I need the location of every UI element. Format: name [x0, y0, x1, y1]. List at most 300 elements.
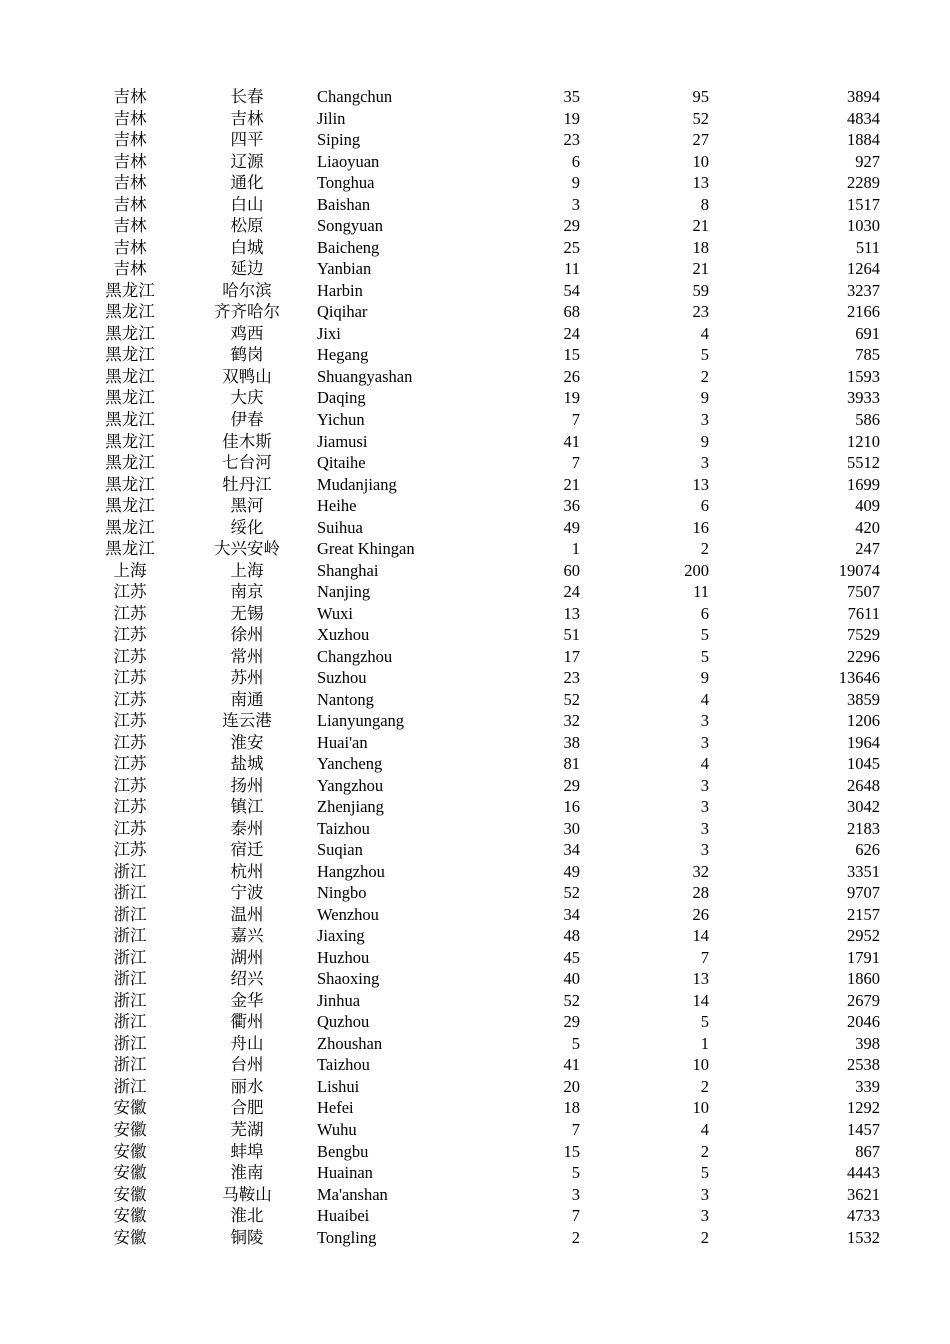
value2-cell: 2: [700, 1141, 709, 1161]
table-row: [0, 1054, 880, 1076]
value2-cell: 28: [692, 883, 709, 903]
city-cn-cell: 四平: [230, 130, 264, 150]
value3-cell: 1860: [847, 969, 880, 989]
value3-cell: 1292: [847, 1098, 880, 1118]
province-cell: 浙江: [113, 904, 147, 924]
value1-cell: 7: [571, 1206, 580, 1226]
table-row: [0, 667, 880, 689]
city-en-cell: Shanghai: [317, 560, 379, 580]
city-cn-cell: 芜湖: [230, 1120, 264, 1139]
city-cn-cell: 淮北: [230, 1206, 264, 1226]
province-cell: 江苏: [113, 818, 147, 838]
value2-cell: 9: [700, 388, 709, 408]
city-en-cell: Bengbu: [317, 1141, 369, 1161]
city-cn-cell: 徐州: [230, 625, 264, 645]
province-cell: 黑龙江: [105, 345, 155, 365]
city-cn-cell: 泰州: [230, 818, 264, 838]
province-cell: 浙江: [113, 1076, 147, 1096]
table-row: [0, 387, 880, 409]
table-row: [0, 559, 880, 581]
city-en-cell: Yancheng: [317, 754, 383, 774]
value2-cell: 200: [684, 560, 709, 580]
value1-cell: 15: [563, 1141, 580, 1161]
value2-cell: 32: [692, 861, 709, 881]
value3-cell: 3933: [847, 388, 880, 408]
city-cn-cell: 衢州: [230, 1012, 264, 1032]
value3-cell: 2289: [847, 173, 880, 193]
table-row: [0, 430, 880, 452]
city-en-cell: Siping: [317, 130, 361, 150]
city-cn-cell: 松原: [230, 216, 264, 236]
city-en-cell: Huai'an: [317, 732, 368, 752]
province-cell: 江苏: [113, 646, 147, 666]
city-en-cell: Suzhou: [317, 668, 367, 688]
table-row: [0, 1183, 880, 1205]
city-en-cell: Baishan: [317, 194, 371, 214]
table-row: [0, 904, 880, 926]
table-row: [0, 516, 880, 538]
value2-cell: 59: [692, 280, 709, 300]
value2-cell: 5: [700, 625, 709, 645]
city-en-cell: Quzhou: [317, 1012, 370, 1032]
city-en-cell: Jiaxing: [317, 926, 365, 946]
value2-cell: 2: [700, 539, 709, 559]
city-en-cell: Qitaihe: [317, 453, 366, 473]
city-cn-cell: 大庆: [230, 388, 264, 408]
city-en-cell: Suqian: [317, 840, 363, 860]
value2-cell: 4: [700, 1120, 709, 1139]
value1-cell: 9: [571, 173, 580, 193]
province-cell: 浙江: [113, 1055, 147, 1075]
value1-cell: 7: [571, 453, 580, 473]
value2-cell: 10: [692, 1055, 709, 1075]
table-row: [0, 753, 880, 775]
value3-cell: 1791: [847, 947, 880, 967]
province-cell: 安徽: [113, 1120, 147, 1139]
table-row: [0, 301, 880, 323]
value3-cell: 867: [855, 1141, 880, 1161]
city-en-cell: Wenzhou: [317, 904, 379, 924]
city-cn-cell: 丽水: [230, 1076, 264, 1096]
province-cell: 安徽: [113, 1227, 147, 1247]
city-cn-cell: 七台河: [222, 453, 272, 473]
value3-cell: 3237: [847, 280, 880, 300]
value1-cell: 36: [563, 496, 580, 516]
table-row: [0, 129, 880, 151]
value2-cell: 3: [700, 732, 709, 752]
city-en-cell: Yanbian: [317, 259, 372, 279]
table-row: [0, 344, 880, 366]
value3-cell: 1517: [847, 194, 880, 214]
value3-cell: 511: [855, 237, 880, 257]
value2-cell: 2: [700, 1076, 709, 1096]
value2-cell: 23: [692, 302, 709, 322]
value1-cell: 25: [563, 237, 580, 257]
province-cell: 吉林: [113, 194, 147, 214]
table-row: [0, 366, 880, 388]
city-cn-cell: 吉林: [230, 108, 264, 128]
province-cell: 吉林: [113, 216, 147, 236]
city-cn-cell: 镇江: [230, 797, 264, 817]
value2-cell: 1: [700, 1033, 709, 1053]
city-cn-cell: 伊春: [230, 409, 264, 429]
value1-cell: 26: [563, 366, 580, 386]
table-row: [0, 1140, 880, 1162]
province-cell: 黑龙江: [105, 453, 155, 473]
province-cell: 江苏: [113, 603, 147, 623]
province-cell: 江苏: [113, 689, 147, 709]
table-row: [0, 1205, 880, 1227]
city-cn-cell: 湖州: [230, 947, 264, 967]
table-row: [0, 172, 880, 194]
value3-cell: 586: [855, 409, 880, 429]
city-en-cell: Great Khingan: [317, 539, 415, 559]
value3-cell: 7529: [847, 625, 880, 645]
city-en-cell: Huainan: [317, 1163, 373, 1183]
city-cn-cell: 金华: [230, 990, 264, 1010]
value1-cell: 19: [563, 388, 580, 408]
value3-cell: 7611: [847, 603, 880, 623]
city-en-cell: Zhenjiang: [317, 797, 384, 817]
province-cell: 浙江: [113, 861, 147, 881]
value2-cell: 3: [700, 775, 709, 795]
province-cell: 江苏: [113, 732, 147, 752]
value2-cell: 4: [700, 754, 709, 774]
value1-cell: 24: [563, 582, 580, 602]
city-en-cell: Mudanjiang: [317, 474, 397, 494]
value3-cell: 1699: [847, 474, 880, 494]
value3-cell: 1884: [847, 130, 880, 150]
province-cell: 黑龙江: [105, 431, 155, 451]
value1-cell: 49: [563, 861, 580, 881]
province-cell: 浙江: [113, 926, 147, 946]
province-cell: 江苏: [113, 797, 147, 817]
province-cell: 江苏: [113, 754, 147, 774]
value1-cell: 52: [563, 883, 580, 903]
value2-cell: 3: [700, 1184, 709, 1204]
table-row: [0, 645, 880, 667]
city-en-cell: Nantong: [317, 689, 374, 709]
value1-cell: 48: [563, 926, 580, 946]
city-cn-cell: 鹤岗: [230, 345, 264, 365]
city-cn-cell: 温州: [230, 904, 264, 924]
value2-cell: 27: [692, 130, 709, 150]
value3-cell: 1264: [847, 259, 880, 279]
table-row: [0, 280, 880, 302]
city-en-cell: Hangzhou: [317, 861, 385, 881]
value1-cell: 1: [571, 539, 580, 559]
value2-cell: 10: [692, 1098, 709, 1118]
value2-cell: 11: [693, 582, 709, 602]
value1-cell: 2: [571, 1227, 580, 1247]
city-en-cell: Qiqihar: [317, 302, 368, 322]
province-cell: 浙江: [113, 947, 147, 967]
city-en-cell: Tongling: [317, 1227, 377, 1247]
city-en-cell: Ningbo: [317, 883, 367, 903]
city-en-cell: Tonghua: [317, 173, 375, 193]
value2-cell: 7: [700, 947, 709, 967]
value1-cell: 45: [563, 947, 580, 967]
city-en-cell: Taizhou: [317, 1055, 370, 1075]
value2-cell: 3: [700, 818, 709, 838]
province-cell: 黑龙江: [105, 496, 155, 516]
city-cn-cell: 双鸭山: [222, 366, 272, 386]
value1-cell: 5: [571, 1163, 580, 1183]
city-cn-cell: 白城: [230, 237, 264, 257]
province-cell: 黑龙江: [105, 409, 155, 429]
city-en-cell: Changzhou: [317, 646, 393, 666]
value1-cell: 54: [563, 280, 580, 300]
value1-cell: 23: [563, 130, 580, 150]
province-cell: 吉林: [113, 87, 147, 107]
city-cn-cell: 常州: [230, 646, 264, 666]
table-row: [0, 86, 880, 108]
value3-cell: 626: [855, 840, 880, 860]
city-cn-cell: 蚌埠: [230, 1141, 264, 1161]
table-row: [0, 882, 880, 904]
value3-cell: 4834: [847, 108, 880, 128]
value2-cell: 3: [700, 797, 709, 817]
value1-cell: 41: [563, 431, 580, 451]
table-row: [0, 538, 880, 560]
city-en-cell: Huaibei: [317, 1206, 370, 1226]
province-cell: 安徽: [113, 1141, 147, 1161]
province-cell: 黑龙江: [105, 474, 155, 494]
table-row: [0, 818, 880, 840]
city-cn-cell: 佳木斯: [222, 431, 272, 451]
province-cell: 江苏: [113, 711, 147, 731]
city-cn-cell: 绍兴: [230, 969, 264, 989]
city-cn-cell: 杭州: [230, 861, 264, 881]
value1-cell: 29: [563, 775, 580, 795]
value1-cell: 5: [571, 1033, 580, 1053]
province-cell: 黑龙江: [105, 539, 155, 559]
value3-cell: 927: [855, 151, 880, 171]
value1-cell: 23: [563, 668, 580, 688]
province-cell: 浙江: [113, 1033, 147, 1053]
province-cell: 江苏: [113, 840, 147, 860]
table-row: [0, 452, 880, 474]
table-row: [0, 581, 880, 603]
table-row: [0, 775, 880, 797]
city-cn-cell: 舟山: [230, 1033, 264, 1053]
table-row: [0, 947, 880, 969]
value2-cell: 52: [692, 108, 709, 128]
value3-cell: 1457: [847, 1120, 880, 1139]
city-en-cell: Jixi: [317, 323, 341, 343]
city-cn-cell: 扬州: [230, 775, 264, 795]
table-row: [0, 495, 880, 517]
city-en-cell: Lishui: [317, 1076, 360, 1096]
value2-cell: 13: [692, 474, 709, 494]
city-cn-cell: 通化: [230, 173, 264, 193]
table-row: [0, 1076, 880, 1098]
value1-cell: 35: [563, 87, 580, 107]
table-row: [0, 839, 880, 861]
value2-cell: 3: [700, 453, 709, 473]
city-cn-cell: 辽源: [230, 151, 264, 171]
city-en-cell: Huzhou: [317, 947, 370, 967]
value1-cell: 19: [563, 108, 580, 128]
value3-cell: 4733: [847, 1206, 880, 1226]
value2-cell: 95: [692, 87, 709, 107]
table-row: [0, 108, 880, 130]
value1-cell: 40: [563, 969, 580, 989]
city-cn-cell: 齐齐哈尔: [214, 302, 280, 322]
value1-cell: 24: [563, 323, 580, 343]
value3-cell: 2679: [847, 990, 880, 1010]
value2-cell: 10: [692, 151, 709, 171]
value3-cell: 2952: [847, 926, 880, 946]
value3-cell: 4443: [847, 1163, 880, 1183]
value1-cell: 6: [571, 151, 580, 171]
value3-cell: 3621: [847, 1184, 880, 1204]
value3-cell: 2648: [847, 775, 880, 795]
city-en-cell: Shaoxing: [317, 969, 380, 989]
table-row: [0, 602, 880, 624]
city-en-cell: Taizhou: [317, 818, 370, 838]
value3-cell: 1030: [847, 216, 880, 236]
table-row: [0, 731, 880, 753]
value1-cell: 17: [563, 646, 580, 666]
value3-cell: 691: [855, 323, 880, 343]
city-en-cell: Lianyungang: [317, 711, 405, 731]
table-row: [0, 1162, 880, 1184]
value2-cell: 18: [692, 237, 709, 257]
value1-cell: 60: [563, 560, 580, 580]
value3-cell: 339: [855, 1076, 880, 1096]
province-cell: 江苏: [113, 775, 147, 795]
value1-cell: 3: [571, 194, 580, 214]
value2-cell: 13: [692, 969, 709, 989]
value2-cell: 9: [700, 668, 709, 688]
province-cell: 浙江: [113, 883, 147, 903]
value3-cell: 19074: [838, 560, 880, 580]
value2-cell: 3: [700, 409, 709, 429]
value3-cell: 420: [855, 517, 880, 537]
city-cn-cell: 无锡: [230, 603, 264, 623]
value1-cell: 29: [563, 1012, 580, 1032]
province-cell: 黑龙江: [105, 323, 155, 343]
table-row: [0, 1033, 880, 1055]
value3-cell: 1532: [847, 1227, 880, 1247]
table-row: [0, 1119, 880, 1141]
city-cn-cell: 盐城: [230, 754, 264, 774]
value3-cell: 3859: [847, 689, 880, 709]
city-en-cell: Shuangyashan: [317, 366, 413, 386]
city-en-cell: Suihua: [317, 517, 363, 537]
value2-cell: 14: [692, 990, 709, 1010]
city-en-cell: Liaoyuan: [317, 151, 380, 171]
value1-cell: 51: [563, 625, 580, 645]
table-row: [0, 968, 880, 990]
city-cn-cell: 南京: [230, 582, 264, 602]
province-cell: 吉林: [113, 151, 147, 171]
value2-cell: 26: [692, 904, 709, 924]
value2-cell: 5: [700, 1012, 709, 1032]
value1-cell: 68: [563, 302, 580, 322]
value1-cell: 41: [563, 1055, 580, 1075]
value3-cell: 785: [855, 345, 880, 365]
city-en-cell: Xuzhou: [317, 625, 370, 645]
value2-cell: 8: [700, 194, 709, 214]
table-row: [0, 258, 880, 280]
value1-cell: 20: [563, 1076, 580, 1096]
province-cell: 黑龙江: [105, 388, 155, 408]
value3-cell: 3894: [847, 87, 880, 107]
city-en-cell: Wuhu: [317, 1120, 357, 1139]
value1-cell: 34: [563, 840, 580, 860]
value2-cell: 2: [700, 1227, 709, 1247]
value2-cell: 3: [700, 1206, 709, 1226]
value3-cell: 1964: [847, 732, 880, 752]
city-en-cell: Jinhua: [317, 990, 361, 1010]
city-en-cell: Wuxi: [317, 603, 353, 623]
city-en-cell: Jilin: [317, 108, 346, 128]
value1-cell: 11: [564, 259, 580, 279]
value1-cell: 7: [571, 1120, 580, 1139]
table-row: [0, 409, 880, 431]
city-cn-cell: 大兴安岭: [214, 539, 280, 559]
province-cell: 浙江: [113, 969, 147, 989]
value2-cell: 6: [700, 496, 709, 516]
province-cell: 江苏: [113, 625, 147, 645]
city-cn-cell: 上海: [230, 560, 264, 580]
value2-cell: 4: [700, 323, 709, 343]
value2-cell: 9: [700, 431, 709, 451]
value3-cell: 2538: [847, 1055, 880, 1075]
city-en-cell: Jiamusi: [317, 431, 368, 451]
province-cell: 上海: [113, 560, 147, 580]
value1-cell: 81: [563, 754, 580, 774]
value3-cell: 1045: [847, 754, 880, 774]
province-cell: 安徽: [113, 1163, 147, 1183]
city-cn-cell: 嘉兴: [230, 926, 264, 946]
table-row: [0, 237, 880, 259]
table-row: [0, 151, 880, 173]
table-row: [0, 925, 880, 947]
value1-cell: 29: [563, 216, 580, 236]
value2-cell: 5: [700, 646, 709, 666]
value3-cell: 247: [855, 539, 880, 559]
province-cell: 黑龙江: [105, 517, 155, 537]
value2-cell: 16: [692, 517, 709, 537]
province-cell: 江苏: [113, 582, 147, 602]
value3-cell: 1593: [847, 366, 880, 386]
province-cell: 浙江: [113, 990, 147, 1010]
value1-cell: 49: [563, 517, 580, 537]
province-cell: 吉林: [113, 108, 147, 128]
value3-cell: 1206: [847, 711, 880, 731]
value2-cell: 3: [700, 840, 709, 860]
city-cn-cell: 黑河: [230, 496, 264, 516]
value3-cell: 409: [855, 496, 880, 516]
city-en-cell: Heihe: [317, 496, 357, 516]
province-cell: 江苏: [113, 668, 147, 688]
city-en-cell: Yichun: [317, 409, 365, 429]
value3-cell: 3042: [847, 797, 880, 817]
table-row: [0, 473, 880, 495]
value3-cell: 5512: [847, 453, 880, 473]
value1-cell: 38: [563, 732, 580, 752]
city-en-cell: Harbin: [317, 280, 363, 300]
value1-cell: 34: [563, 904, 580, 924]
value3-cell: 2183: [847, 818, 880, 838]
value1-cell: 13: [563, 603, 580, 623]
value3-cell: 13646: [838, 668, 880, 688]
value3-cell: 1210: [847, 431, 880, 451]
value1-cell: 7: [571, 409, 580, 429]
